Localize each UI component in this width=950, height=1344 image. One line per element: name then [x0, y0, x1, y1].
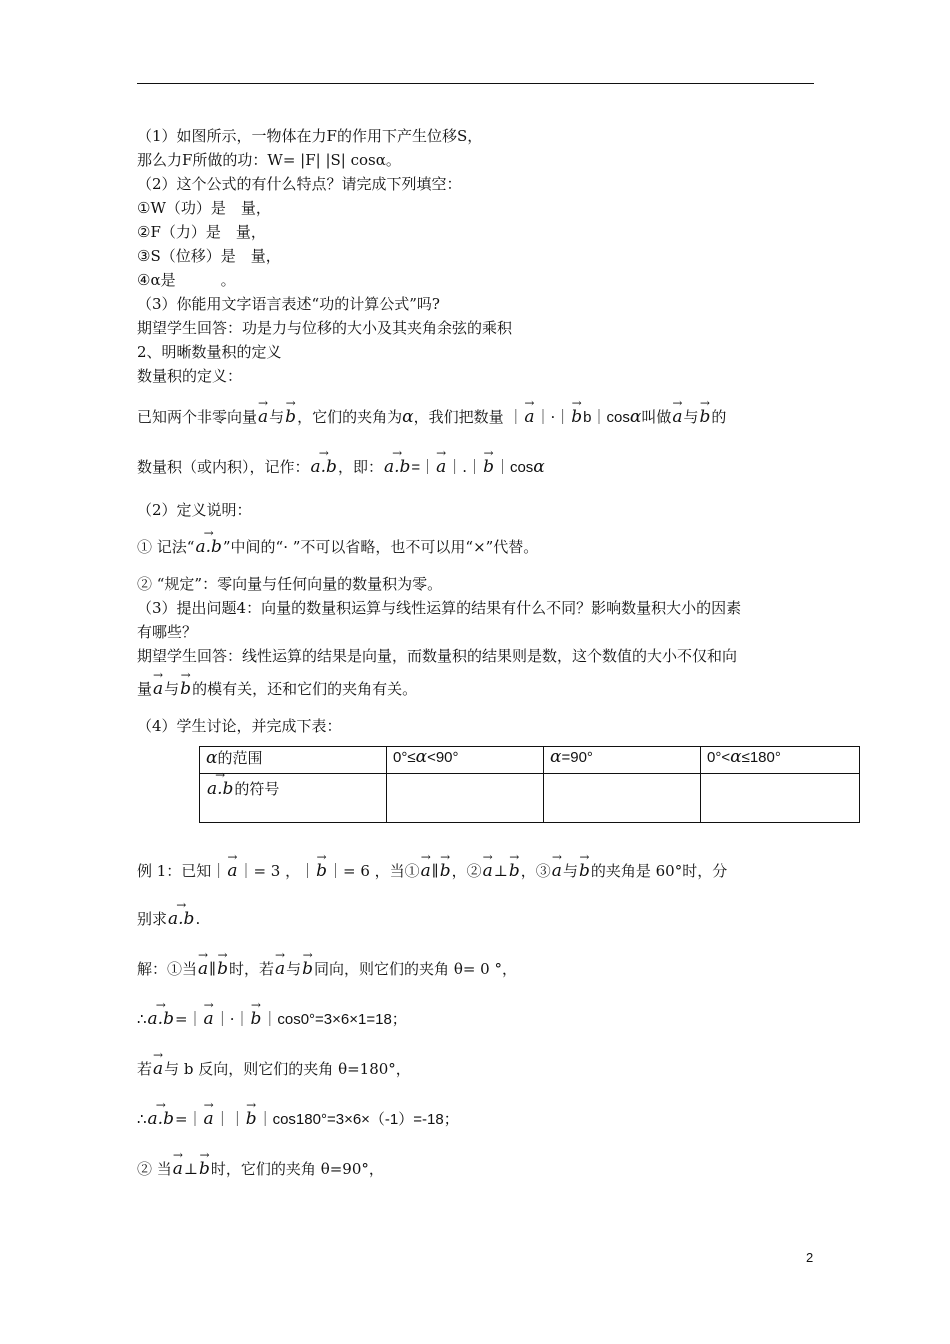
vector-b: → b	[483, 452, 494, 474]
text: <90°	[427, 749, 459, 766]
text: 已知两个非零向量	[137, 408, 258, 426]
vector-ab: → a.b	[168, 904, 194, 926]
vector-a: → a	[153, 674, 163, 696]
vector-a: → a	[153, 1054, 163, 1076]
text: ，我们把数量 ｜	[413, 408, 524, 426]
text-line: ②F（力）是 量，	[137, 223, 266, 241]
text-line: 2、明晰数量积的定义	[137, 343, 282, 361]
definition-line-1	[137, 402, 817, 426]
table-cell	[387, 774, 544, 823]
text: ∥	[209, 960, 217, 978]
text: 例 1：已知｜	[137, 862, 227, 880]
text: 与	[562, 862, 578, 880]
alpha-symbol: α	[402, 407, 414, 427]
alpha-symbol: α	[533, 457, 545, 477]
text: 与	[269, 408, 285, 426]
vector-b: → b	[440, 856, 451, 878]
text: 与	[286, 960, 302, 978]
text: ∴	[137, 1010, 147, 1028]
definition-line-2	[137, 452, 817, 476]
alpha-symbol: α	[415, 747, 428, 767]
vector-ab: → a.b	[148, 1104, 174, 1126]
vector-b: → b	[250, 1004, 261, 1026]
text: ｜= 3 ，｜	[238, 862, 316, 880]
text: 同向，则它们的夹角 θ= 0 °，	[314, 960, 517, 978]
text-line: 期望学生回答：功是力与位移的大小及其夹角余弦的乘积	[137, 319, 513, 337]
text-line: （3）你能用文字语言表述“功的计算公式”吗?	[137, 295, 440, 313]
text: 时，它们的夹角 θ=90°，	[210, 1160, 384, 1178]
table-cell	[544, 774, 701, 823]
alpha-symbol: α	[730, 747, 742, 767]
header-rule	[137, 83, 814, 84]
text: 时，若	[228, 960, 274, 978]
document-body	[137, 124, 817, 738]
table-cell	[544, 747, 701, 774]
text: 的符号	[234, 780, 280, 798]
text: ，即：	[337, 458, 383, 476]
vector-a: → a	[672, 402, 682, 424]
text: 的范围	[217, 749, 263, 767]
vector-a: → a	[173, 1154, 183, 1176]
vector-b: → b	[571, 402, 582, 424]
text: ① 记法“	[137, 538, 195, 556]
vector-ab: → a.b	[384, 452, 410, 474]
notation-note	[137, 532, 817, 556]
table-cell	[701, 747, 860, 774]
table-cell	[387, 747, 544, 774]
vector-a: → a	[436, 452, 446, 474]
text: =｜	[174, 1110, 203, 1128]
text: 别求	[137, 910, 168, 928]
text: 0°<	[707, 749, 731, 766]
text: ｜·｜	[535, 408, 571, 426]
text: 解：①当	[137, 960, 198, 978]
text: ”中间的“· ”不可以省略，也不可以用“×”代替。	[222, 538, 539, 556]
text-line: 期望学生回答：线性运算的结果是向量，而数量积的结果则是数，这个数值的大小不仅和向	[137, 647, 738, 665]
vector-a: → a	[198, 954, 208, 976]
vector-a: → a	[552, 856, 562, 878]
example-line-2	[137, 904, 817, 928]
text-line: 有哪些？	[137, 623, 198, 641]
text: 数量积（或内积），记作：	[137, 458, 310, 476]
vector-a: → a	[275, 954, 285, 976]
vector-b: → b	[700, 402, 711, 424]
text-line: （1）如图所示，一物体在力F的作用下产生位移S，	[137, 127, 483, 145]
example-section	[137, 856, 817, 1178]
text: =90°	[561, 749, 593, 766]
vector-b: → b	[285, 402, 296, 424]
vector-b: → b	[509, 856, 520, 878]
vector-b: → b	[316, 856, 327, 878]
vector-a: → a	[204, 1004, 214, 1026]
text: ｜｜	[214, 1110, 245, 1128]
vector-b: → b	[302, 954, 313, 976]
vector-a: → a	[421, 856, 431, 878]
table-cell	[200, 774, 387, 823]
text: ｜cos	[494, 459, 534, 476]
text: 与 b 反向，则它们的夹角 θ=180°，	[164, 1060, 411, 1078]
answer-line	[137, 674, 817, 698]
text-line: ③S（位移）是 量，	[137, 247, 281, 265]
text: ⊥	[493, 862, 508, 880]
vector-a: → a	[227, 856, 237, 878]
text-line: 那么力F所做的功：W= |F| |S| cosα。	[137, 151, 401, 169]
text: 的夹角是 60°时，分	[590, 862, 728, 880]
text-line: （4）学生讨论，并完成下表：	[137, 717, 342, 735]
vector-b: → b	[180, 674, 191, 696]
vector-b: → b	[217, 954, 228, 976]
text: ，②	[451, 862, 482, 880]
text: ｜.｜	[447, 458, 483, 476]
text: 的	[711, 408, 727, 426]
text: ，它们的夹角为	[297, 408, 403, 426]
vector-ab: → a.b	[195, 532, 221, 554]
solution-line-3	[137, 1054, 817, 1078]
solution-line-2	[137, 1004, 817, 1028]
text: 量	[137, 680, 153, 698]
text: ⊥	[183, 1160, 199, 1178]
text: 与	[164, 680, 180, 698]
text: b｜cos	[583, 409, 630, 426]
vector-a: → a	[483, 856, 493, 878]
text-line: 数量积的定义：	[137, 367, 243, 385]
vector-a: → a	[204, 1104, 214, 1126]
solution-line-4	[137, 1104, 817, 1128]
text-line: ② “规定”：零向量与任何向量的数量积为零。	[137, 575, 443, 593]
vector-b: → b	[246, 1104, 257, 1126]
text: =｜	[411, 459, 436, 476]
text-line: （3）提出问题4：向量的数量积运算与线性运算的结果有什么不同？影响数量积大小的因素	[137, 599, 742, 617]
text: ｜cos0°=3×6×1=18；	[262, 1011, 407, 1028]
table-row	[200, 774, 860, 823]
alpha-symbol: α	[206, 748, 218, 768]
text: ，③	[520, 862, 551, 880]
text: ｜cos180°=3×6×（-1）=-18；	[257, 1111, 459, 1128]
text: ∴	[137, 1110, 147, 1128]
text: ｜·｜	[214, 1010, 250, 1028]
text: ② 当	[137, 1160, 172, 1178]
angle-sign-table	[199, 746, 860, 823]
vector-b: → b	[579, 856, 590, 878]
text: ｜= 6 ，当①	[328, 862, 420, 880]
text: 的模有关，还和它们的夹角有关。	[192, 680, 418, 698]
text: 叫做	[641, 408, 672, 426]
text-line: ①W（功）是 量，	[137, 199, 271, 217]
solution-line-5	[137, 1154, 817, 1178]
text: 0°≤	[393, 749, 416, 766]
table-header-row	[200, 747, 860, 774]
vector-a: → a	[524, 402, 534, 424]
vector-a: → a	[258, 402, 268, 424]
text-line: ④α是 。	[137, 271, 236, 289]
text: ≤180°	[741, 749, 781, 766]
vector-ab: → a.b	[207, 774, 233, 796]
solution-line-1	[137, 954, 817, 978]
table-cell	[200, 747, 387, 774]
text: ∥	[431, 862, 439, 880]
vector-ab: → a.b	[311, 452, 337, 474]
table-cell	[701, 774, 860, 823]
text: =｜	[174, 1010, 203, 1028]
example-line-1	[137, 856, 817, 880]
text-line: （2）这个公式的有什么特点？请完成下列填空：	[137, 175, 462, 193]
text: 与	[683, 408, 699, 426]
alpha-symbol: α	[629, 407, 642, 427]
text: 若	[137, 1060, 153, 1078]
vector-b: → b	[199, 1154, 210, 1176]
vector-ab: → a.b	[148, 1004, 174, 1026]
alpha-symbol: α	[550, 747, 562, 767]
text: .	[195, 910, 201, 928]
page-number: 2	[806, 1250, 814, 1265]
text-line: （2）定义说明：	[137, 501, 252, 519]
